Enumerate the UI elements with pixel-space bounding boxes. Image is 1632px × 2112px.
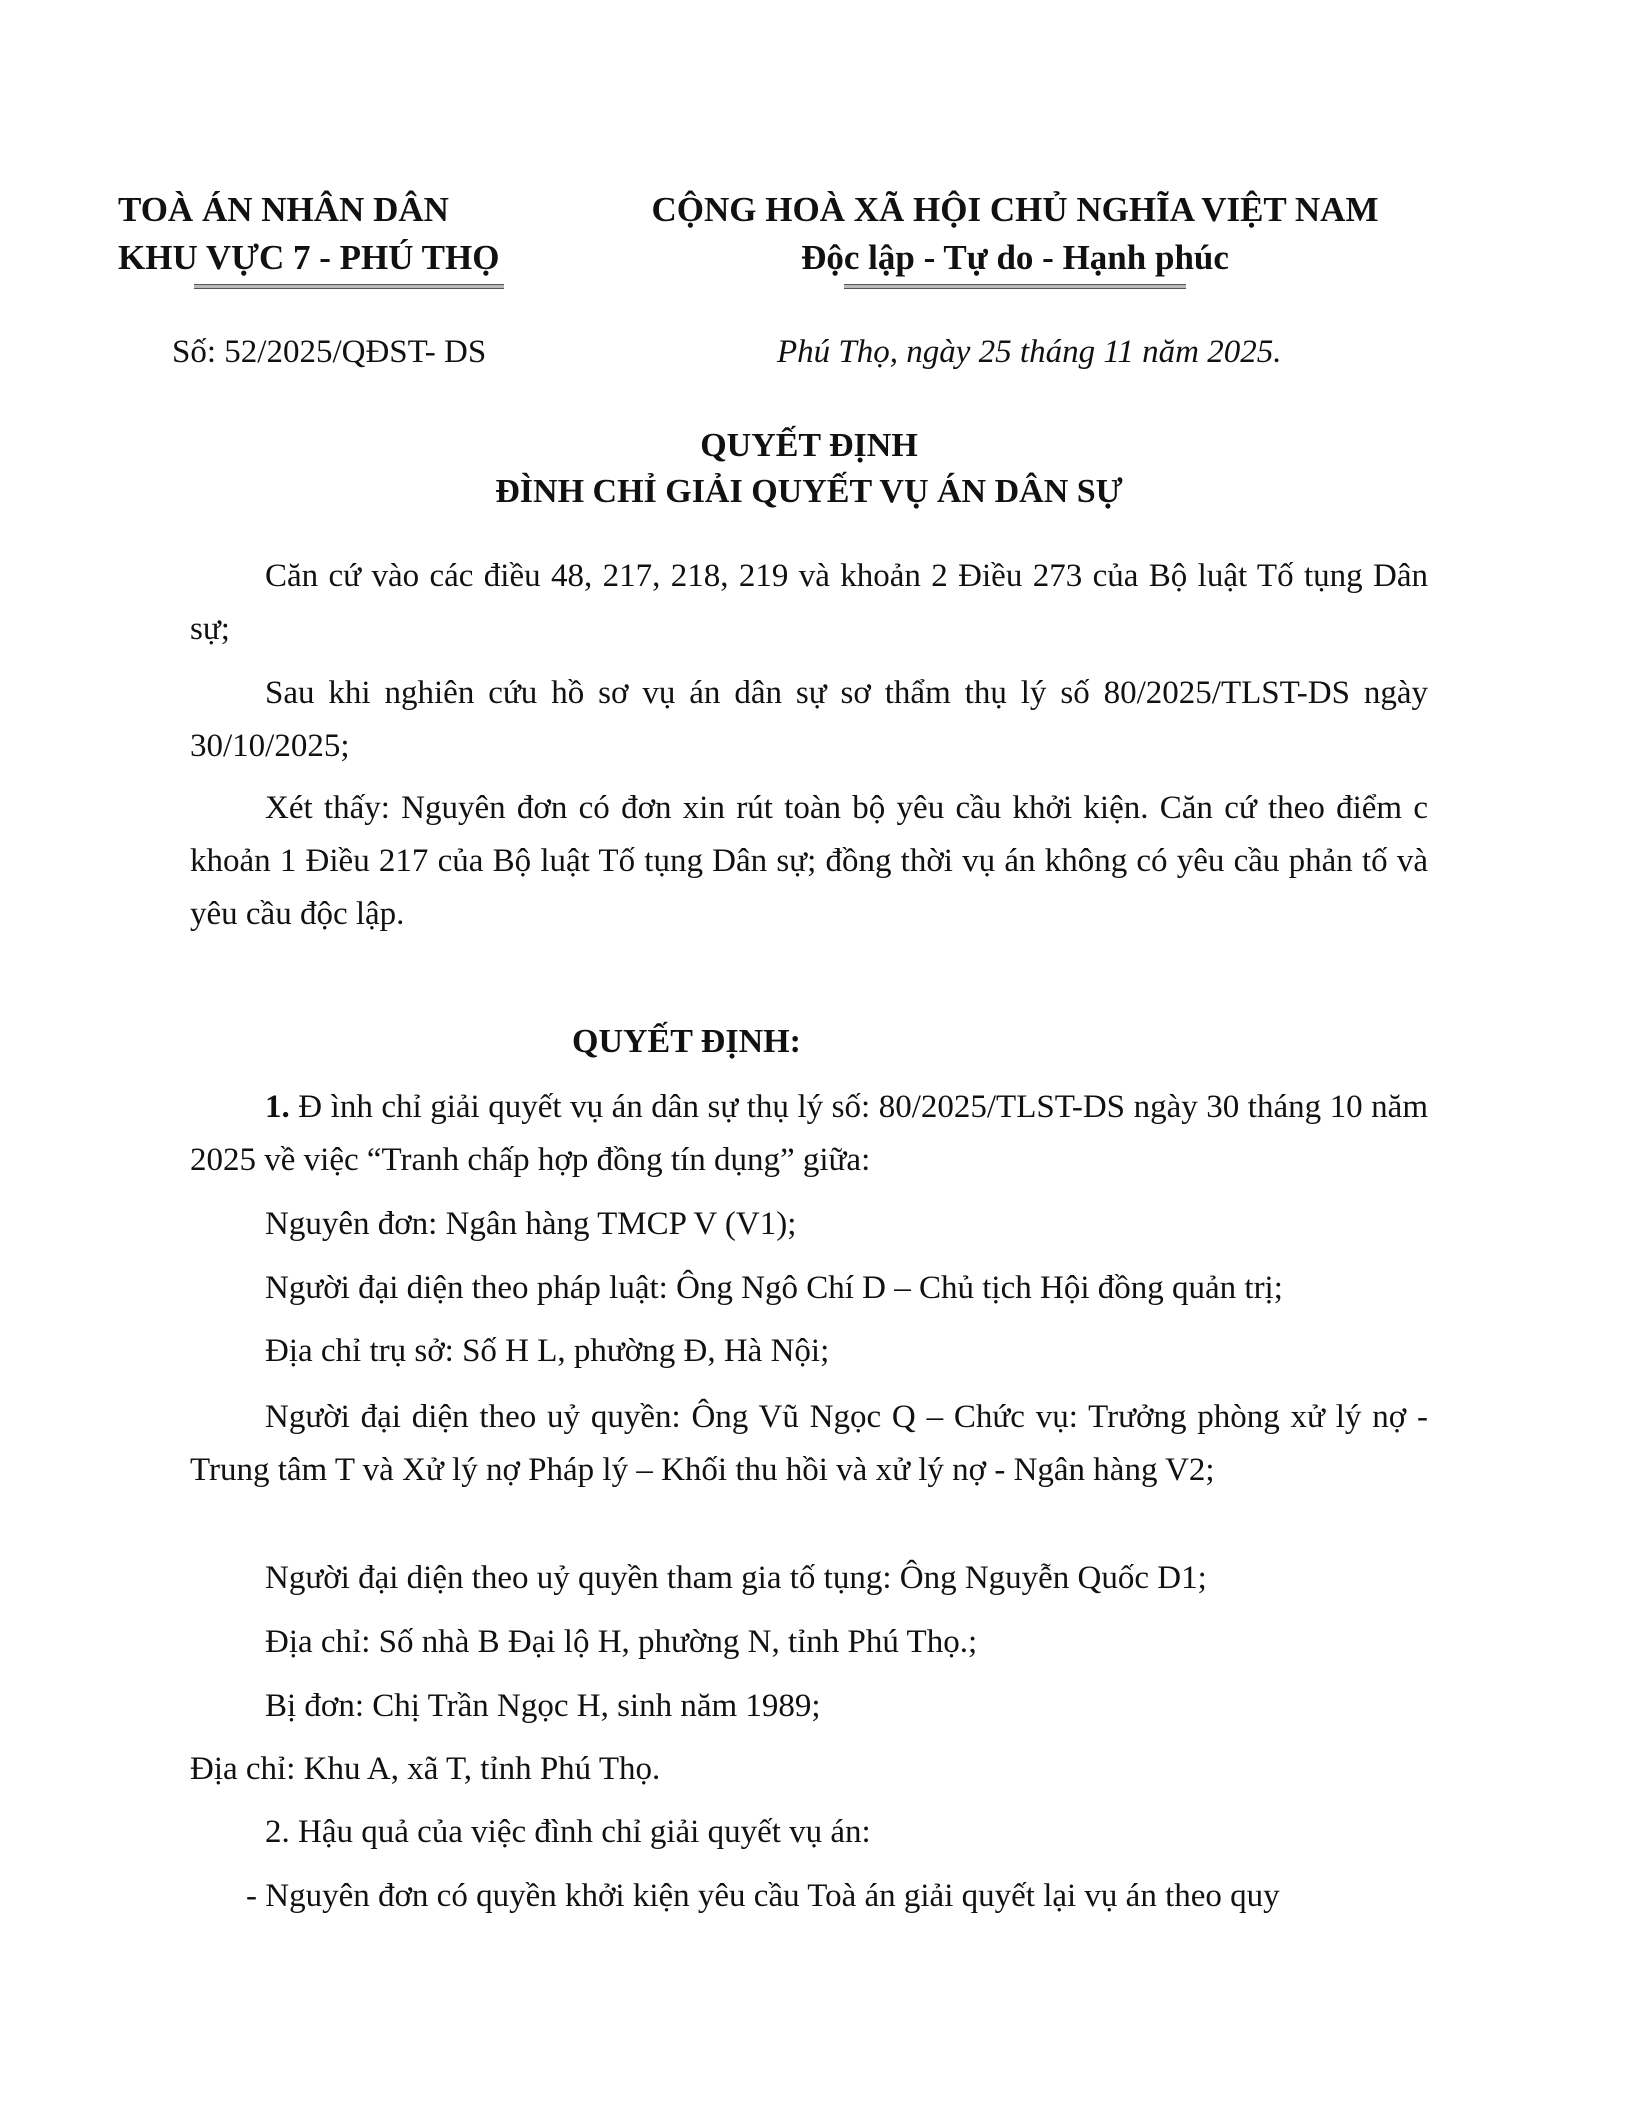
court-name-line1: TOÀ ÁN NHÂN DÂN [118, 190, 449, 229]
national-name: CỘNG HOÀ XÃ HỘI CHỦ NGHĨA VIỆT NAM [651, 190, 1379, 229]
national-slogan: Độc lập - Tự do - Hạnh phúc [801, 238, 1229, 277]
decision-item-1-number: 1. [265, 1089, 290, 1125]
representative-address: Địa chỉ: Số nhà B Đại lộ H, phường N, tỉnh Phú Thọ.; [265, 1624, 978, 1660]
preamble-findings: Xét thấy: Nguyên đơn có đơn xin rút toàn bộ yêu cầu khởi kiện. Căn cứ theo điểm c khoản 1 Điều 217 của Bộ luật Tố tụng Dân sự; đồng thời vụ án không có yêu cầu phản tố và yêu cầu độc lập. [190, 790, 1428, 932]
court-name-underline [194, 284, 504, 289]
document-title-line2: ĐÌNH CHỈ GIẢI QUYẾT VỤ ÁN DÂN SỰ [495, 473, 1123, 510]
decision-item-2-bullet: - Nguyên đơn có quyền khởi kiện yêu cầu Toà án giải quyết lại vụ án theo quy [246, 1878, 1280, 1914]
preamble-case-review: Sau khi nghiên cứu hồ sơ vụ án dân sự sơ thẩm thụ lý số 80/2025/TLST-DS ngày 30/10/2025; [190, 675, 1428, 764]
legal-representative: Người đại diện theo pháp luật: Ông Ngô Chí D – Chủ tịch Hội đồng quản trị; [265, 1270, 1283, 1306]
court-name-line2: KHU VỰC 7 - PHÚ THỌ [118, 238, 500, 277]
document-number: Số: 52/2025/QĐST- DS [172, 334, 487, 370]
court-name [118, 186, 500, 282]
decision-item-2: 2. Hậu quả của việc đình chỉ giải quyết vụ án: [265, 1814, 871, 1850]
decision-item-1 [190, 1081, 1428, 1187]
document-title [190, 423, 1428, 515]
preamble-legal-basis: Căn cứ vào các điều 48, 217, 218, 219 và khoản 2 Điều 273 của Bộ luật Tố tụng Dân sự; [190, 558, 1428, 647]
place-date: Phú Thọ, ngày 25 tháng 11 năm 2025. [777, 334, 1282, 370]
national-motto [600, 186, 1430, 282]
plaintiff: Nguyên đơn: Ngân hàng TMCP V (V1); [265, 1206, 797, 1242]
decision-item-1-text: Đ ình chỉ giải quyết vụ án dân sự thụ lý số: 80/2025/TLST-DS ngày 30 tháng 10 năm 2025 về việc “Tranh chấp hợp đồng tín dụng” giữa: [190, 1089, 1428, 1178]
defendant: Bị đơn: Chị Trần Ngọc H, sinh năm 1989; [265, 1688, 821, 1724]
document-title-line1: QUYẾT ĐỊNH [700, 427, 918, 464]
national-motto-underline [844, 284, 1186, 289]
litigation-representative: Người đại diện theo uỷ quyền tham gia tố tụng: Ông Nguyễn Quốc D1; [265, 1560, 1207, 1596]
authorized-representative: Người đại diện theo uỷ quyền: Ông Vũ Ngọc Q – Chức vụ: Trưởng phòng xử lý nợ - Trung tâm T và Xử lý nợ Pháp lý – Khối thu hồi và xử lý nợ - Ngân hàng V2; [190, 1399, 1428, 1488]
decision-heading: QUYẾT ĐỊNH: [572, 1023, 801, 1060]
defendant-address: Địa chỉ: Khu A, xã T, tỉnh Phú Thọ. [190, 1751, 661, 1787]
headquarters-address: Địa chỉ trụ sở: Số H L, phường Đ, Hà Nội; [265, 1333, 830, 1369]
